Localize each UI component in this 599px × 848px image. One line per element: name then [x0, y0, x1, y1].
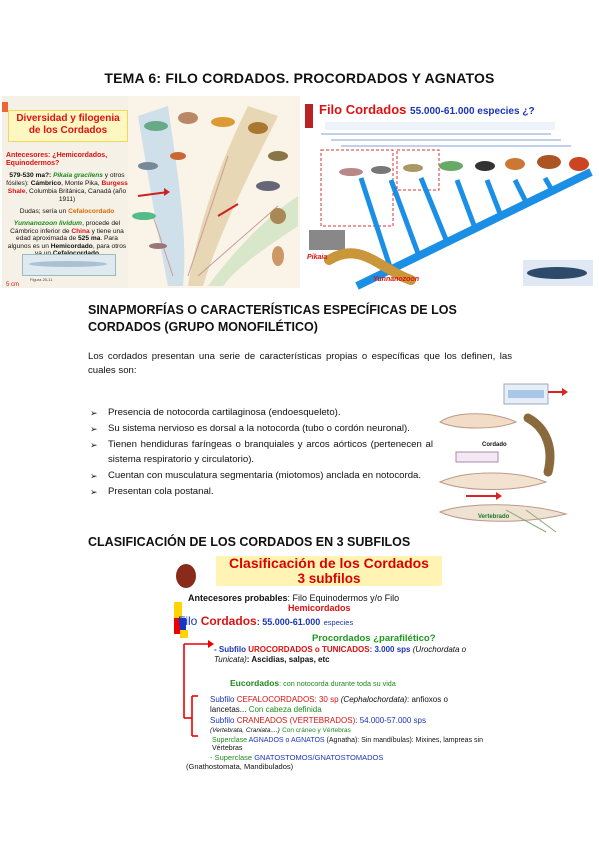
species-count: 55.000-61.000 especies ¿?	[410, 106, 535, 117]
slide-subtitle: 3 subfilos	[297, 571, 361, 586]
phylogeny-fan-illustration	[128, 96, 300, 288]
pikaia-label: Pikaia	[307, 254, 328, 261]
slide-heading-box	[8, 110, 128, 142]
monte-text: , Monte Pika,	[61, 180, 100, 187]
list-item	[88, 422, 433, 436]
synapomorphies-heading: SINAPMORFÍAS O CARACTERÍSTICAS ESPECÍFICAS DE LOS CORDADOS (GRUPO MONOFILÉTICO)	[88, 303, 457, 334]
list-item-text: Tienen hendiduras faríngeas o branquiales y arcos aórticos (pertenecen al sistema respiratorio y circulatorio).	[108, 439, 433, 465]
eucordados-rest: : con notocorda durante toda su vida	[279, 679, 396, 688]
gnat-rest: (Gnathostomata, Mandibulados)	[186, 762, 294, 771]
filo-cordados-heading: Filo Cordados	[319, 102, 407, 117]
uro-latin: (Urochordata o Tunicata)	[214, 645, 467, 664]
slide-heading	[319, 102, 535, 117]
slide-title: Clasificación de los Cordados	[229, 555, 429, 571]
cran-count: : 54.000-57.000 sps	[355, 716, 426, 725]
gnatostomos-line	[186, 753, 468, 771]
cladogram-illustration	[301, 120, 598, 288]
slide-heading: Diversidad y filogenia de los Cordados	[16, 113, 120, 136]
arrow-bullet-icon: ➢	[90, 408, 98, 418]
arrow-bullet-icon: ➢	[90, 424, 98, 435]
vertebrado-label: Vertebrado	[478, 514, 510, 520]
agn-latin: (Agnatha)	[326, 737, 358, 744]
uro-count: : 3.000	[369, 645, 395, 654]
dudas-text	[6, 208, 128, 216]
antecesores-label: Antecesores: ¿Hemicordados, Equinodermos?	[6, 152, 108, 167]
pikaia-text	[6, 172, 128, 204]
edad-text: y tiene una edad aproximada de	[16, 227, 124, 243]
cefalo-prefix: Subfilo	[210, 695, 235, 704]
cefalo-count: : 30 sp	[314, 695, 339, 704]
cordados-label: Cordados	[200, 614, 257, 628]
cordado-label: Cordado	[482, 442, 507, 448]
cefalo-rest: : anfioxos o	[407, 695, 448, 704]
para-text: . Para algunos es un	[7, 235, 118, 250]
antecesores-line	[188, 593, 399, 603]
eucordados-label: Eucordados	[230, 678, 280, 688]
agn-rest: : Sin mandíbulas): Mixines, lampreas sin Vértebras	[212, 737, 483, 752]
urocordados-line	[214, 645, 468, 665]
list-item-text: Cuentan con musculatura segmentaria (miotomos) anclada en notocorda.	[108, 469, 422, 481]
list-item	[88, 406, 433, 420]
filo-count: : 55.000-61.000	[256, 617, 321, 627]
craneados-line	[210, 716, 468, 735]
agnatos-line	[186, 737, 492, 753]
otros-text: y otros fósiles):	[6, 172, 125, 187]
ma-text: 525 ma	[78, 235, 101, 243]
dudas-cefalo: Cefalocordado	[68, 208, 115, 215]
gnat-prefix: - Superclase	[210, 753, 253, 762]
otros-es-text: , para otros	[92, 242, 127, 250]
gnat-name: GNATOSTOMOS/GNATOSTOMADOS	[254, 753, 384, 762]
intro-paragraph: Los cordados presentan una serie de características propias o específicas que los definen, las cuales son:	[88, 351, 512, 376]
uro-rest: : Ascidias, salpas, etc	[246, 655, 330, 664]
burgess-text: Burgess Shale	[7, 180, 128, 195]
diversity-phylogeny-slide	[2, 96, 300, 288]
cefalo-line2: lancetas...	[210, 704, 247, 714]
figure-label: Figura 25-11	[30, 277, 53, 282]
hemicordados-label: Hemicordados	[288, 603, 351, 613]
scale-label: 5 cm	[6, 282, 20, 288]
antecesores-rest: : Filo Equinodermos y/o Filo	[287, 593, 400, 603]
characteristics-list	[88, 406, 433, 501]
cefalo-green: Con cabeza definida	[248, 704, 322, 714]
arrow-bullet-icon: ➢	[90, 487, 98, 498]
antecesores-text	[6, 152, 126, 168]
list-item-text: Presentan cola postanal.	[108, 486, 214, 498]
procordados-label: Procordados ¿parafilético?	[312, 633, 436, 644]
slide-logo	[176, 564, 196, 588]
classification-heading: CLASIFICACIÓN DE LOS CORDADOS EN 3 SUBFILOS	[88, 535, 411, 549]
cran-name: CRANEADOS (VERTEBRADOS)	[236, 716, 356, 725]
agn-name: AGNADOS o AGNATOS	[248, 737, 325, 744]
uro-prefix: - Subfilo	[214, 645, 246, 654]
cran-latin: (Vertebrata, Craniata....)	[210, 727, 280, 734]
agn-prefix: Superclase	[212, 737, 248, 744]
dudas-label: Dudas; sería un	[19, 208, 67, 215]
filo-label: Filo	[178, 614, 198, 628]
date-line: 579-530 ma?:	[9, 172, 52, 179]
yunnan-name: Yunnanozoon lividum	[13, 220, 83, 227]
cefalocordados-line	[210, 695, 468, 714]
yunnanozoon-label: Yunnanozoon	[373, 276, 420, 283]
list-item-text: Presencia de notocorda cartilaginosa (endoesqueleto).	[108, 407, 341, 418]
especies-label: especies	[323, 618, 354, 627]
cran-prefix: Subfilo	[210, 716, 235, 725]
columbia-text: , Columbia Británica, Canadá (año 1911)	[25, 188, 127, 203]
hemi-text: Hemicordado	[50, 242, 93, 250]
yunnan-text	[6, 220, 128, 258]
classification-slide	[172, 555, 483, 771]
list-item	[88, 438, 433, 466]
arrow-bullet-icon: ➢	[90, 440, 98, 451]
uro-sps: sps	[396, 645, 411, 654]
antecesores-label: Antecesores probables	[188, 593, 288, 603]
list-item-text: Su sistema nervioso es dorsal a la notocorda (tubo o cordón neuronal).	[108, 423, 410, 435]
cefalo-name: CEFALOCORDADOS	[236, 695, 315, 704]
arrow-bullet-icon: ➢	[90, 470, 98, 481]
cambrico-text: Cámbrico	[30, 180, 62, 187]
uro-name: UROCORDADOS o TUNICADOS	[248, 645, 370, 654]
page-title: TEMA 6: FILO CORDADOS. PROCORDADOS Y AGNATOS	[104, 70, 495, 86]
cran-green: Con cráneo y Vértebras	[282, 727, 351, 734]
eucordados-line	[230, 678, 396, 688]
slide-title-box	[216, 556, 442, 586]
fossil-image	[22, 254, 116, 276]
procede-text: , procede del Cámbrico inferior de	[10, 220, 121, 235]
pikaia-name: Pikaia gracilens	[53, 172, 103, 179]
list-item	[88, 485, 433, 499]
list-item	[88, 469, 433, 483]
cefalo-latin: (Cephalochordata)	[340, 695, 408, 704]
china-text: China	[71, 227, 90, 235]
filo-cordados-line	[178, 614, 353, 628]
phylum-chordata-slide	[301, 96, 598, 288]
